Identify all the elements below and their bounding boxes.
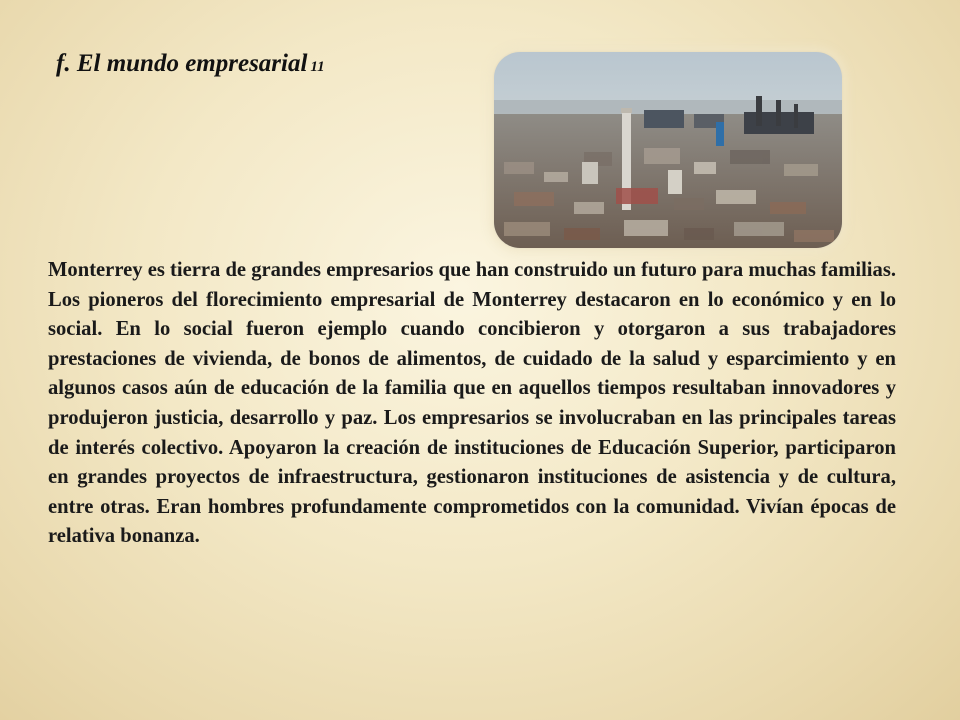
- slide-title-number: 11: [310, 59, 325, 75]
- monterrey-industrial-city-photo: [494, 52, 842, 248]
- body-paragraph: Monterrey es tierra de grandes empresarios que han construido un futuro para muchas familias. Los pioneros del florecimiento empresarial de Monterrey destacaron en lo económico y en lo social. En lo social fueron ejemplo cuando concibieron y otorgaron a sus trabajadores prestaciones de vivienda, de bonos de alimentos, de cuidado de la salud y esparcimiento y en algunos casos aún de educación de la familia que en aquellos tiempos resultaban innovadores y produjeron justicia, desarrollo y paz. Los empresarios se involucraban en las principales tareas de interés colectivo. Apoyaron la creación de instituciones de Educación Superior, participaron en grandes proyectos de infraestructura, gestionaron instituciones de asistencia y de cultura, entre otras. Eran hombres profundamente comprometidos con la comunidad. Vivían épocas de relativa bonanza.: [48, 259, 896, 548]
- slide-title-text: f. El mundo empresarial: [56, 50, 308, 77]
- slide-title: [56, 50, 325, 78]
